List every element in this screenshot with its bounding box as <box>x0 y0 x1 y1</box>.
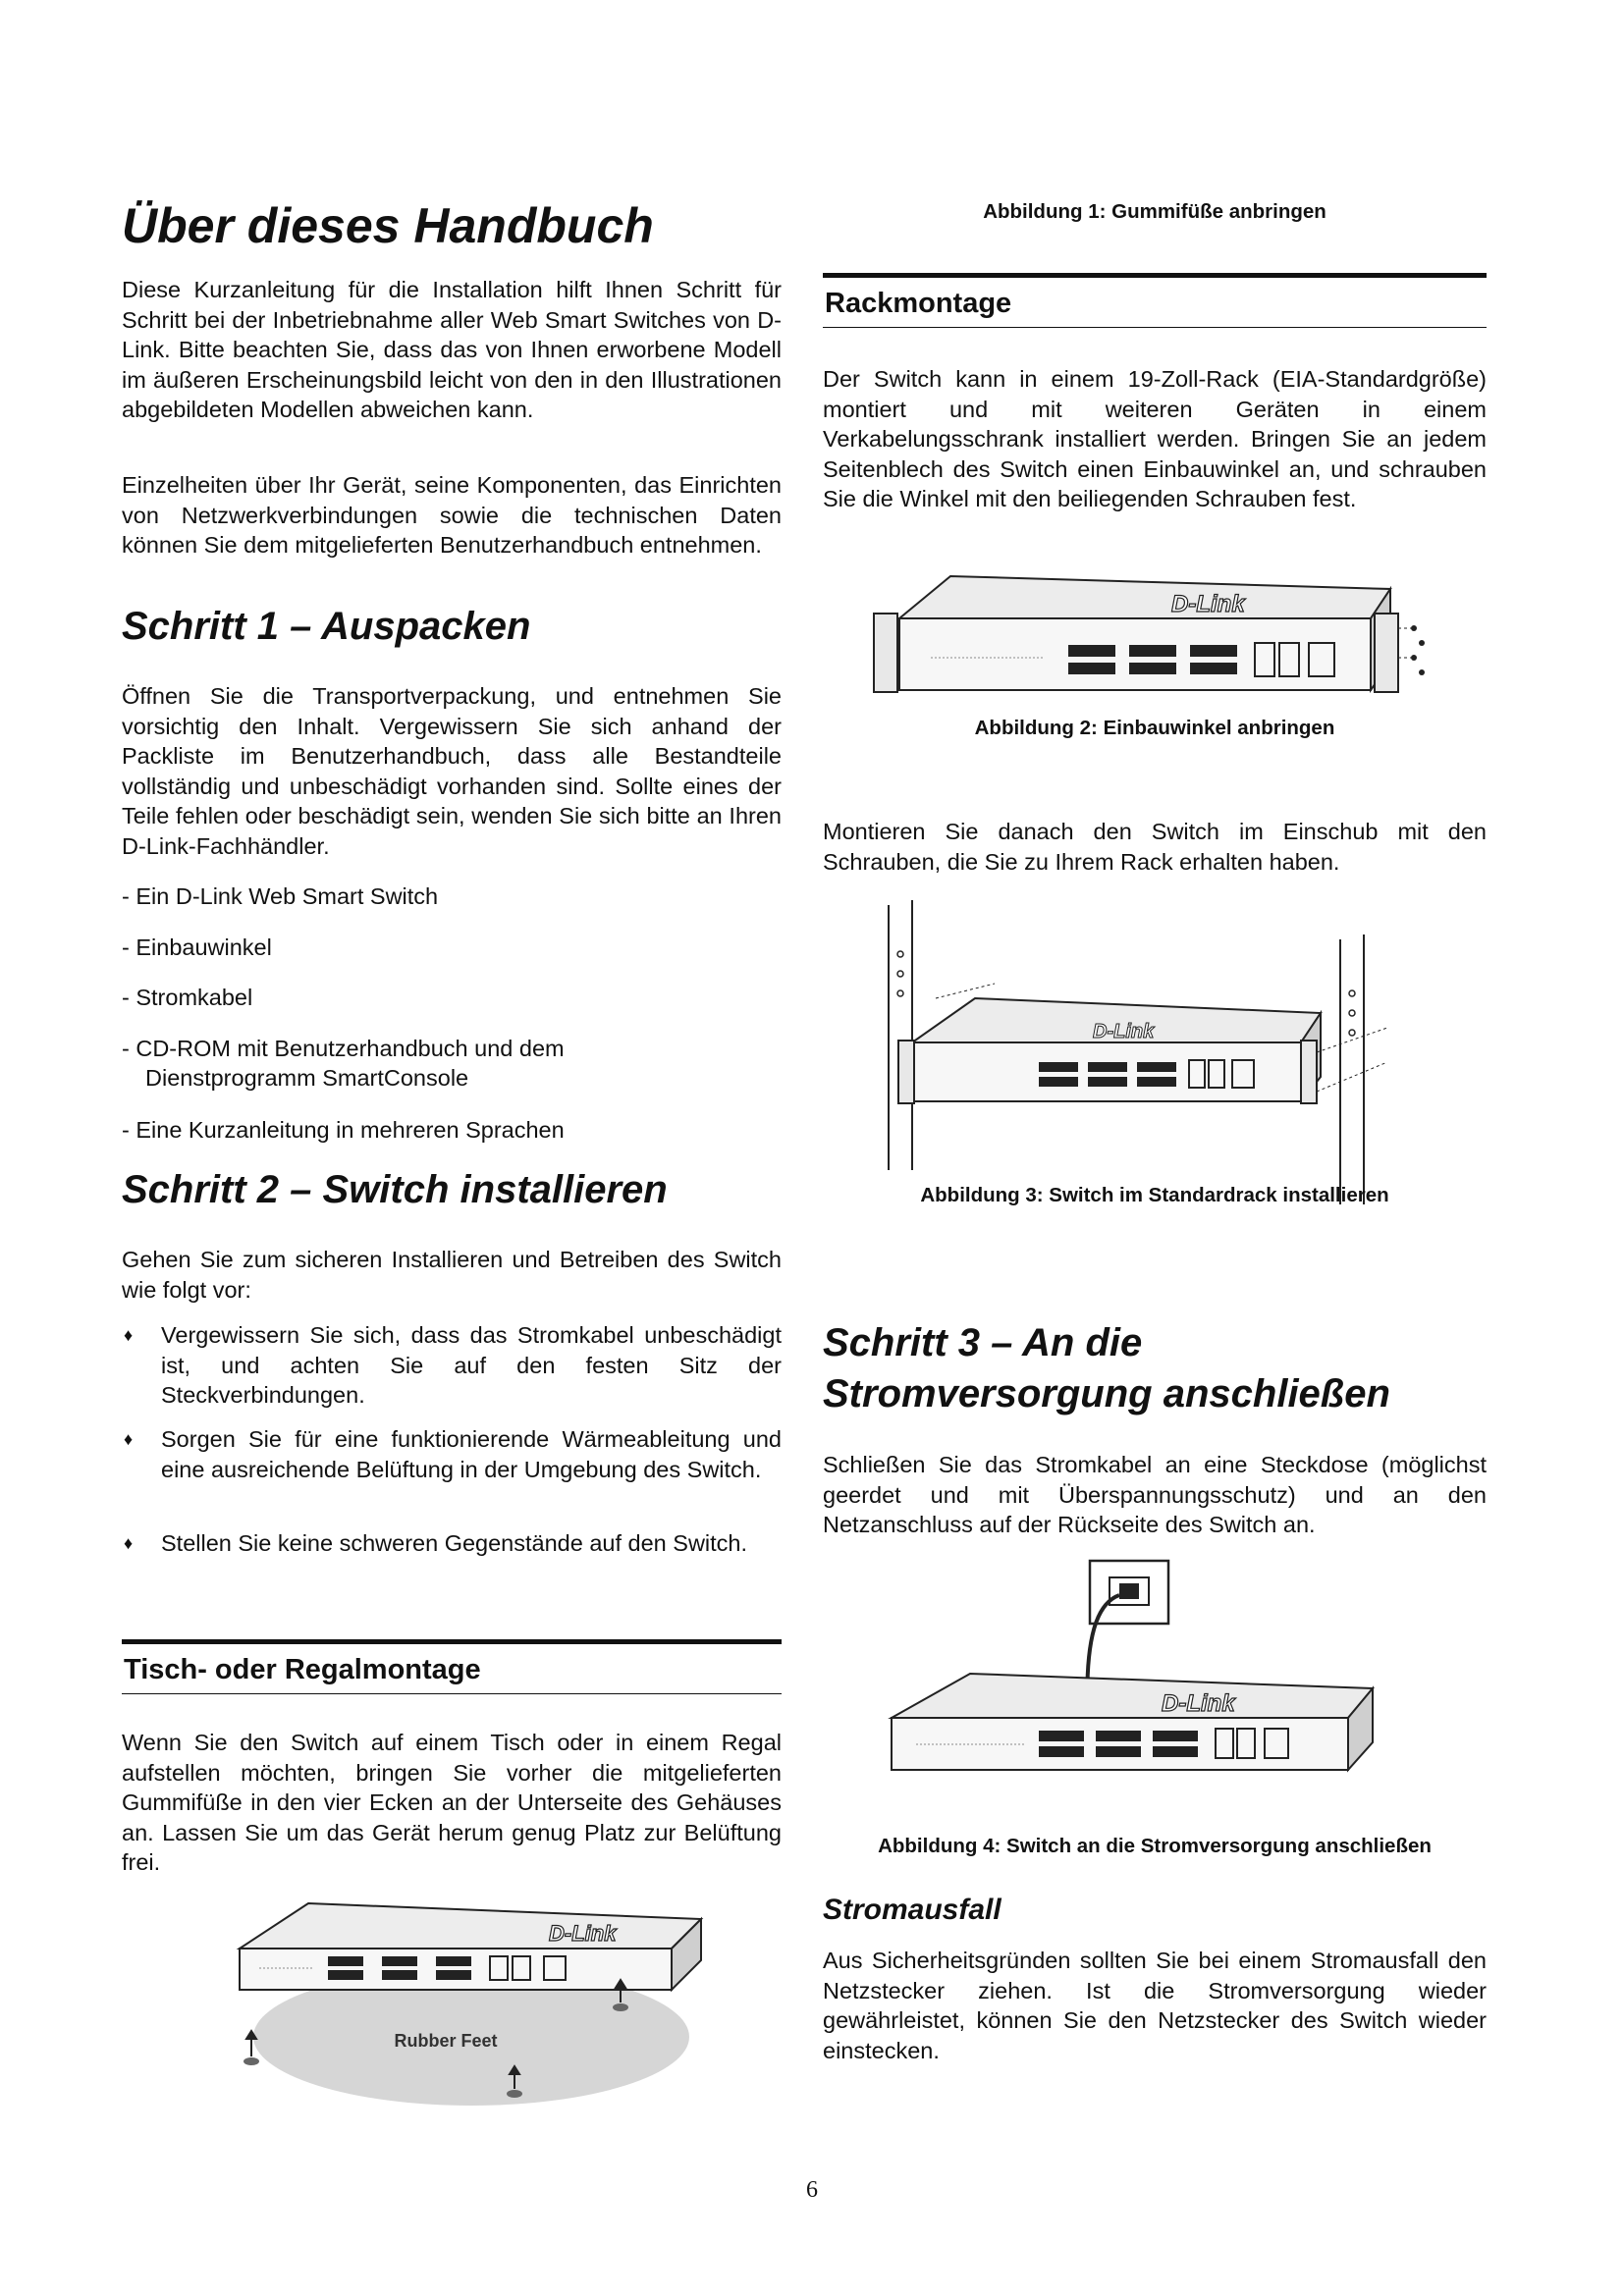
dlink-logo: D-Link <box>549 1921 617 1946</box>
packing-item: - CD-ROM mit Benutzerhandbuch und dem <box>122 1036 565 1061</box>
subheading-tisch: Tisch- oder Regalmontage <box>122 1639 782 1694</box>
rubber-feet-label: Rubber Feet <box>394 2031 498 2051</box>
dlink-logo: D-Link <box>1162 1690 1235 1717</box>
intro-paragraph-2: Einzelheiten über Ihr Gerät, seine Komponenten, das Einrichten von Netzwerkverbindungen sowie die technischen Daten können Sie dem mitgelieferten Benutzerhandbuch entnehmen. <box>122 472 782 558</box>
screws <box>1411 625 1425 675</box>
stromausfall-paragraph: Aus Sicherheitsgründen sollten Sie bei einem Stromausfall den Netzstecker ziehen. Ist die Stromversorgung wieder gewährleistet, können Sie den Netzstecker des Switch wieder einstecken. <box>823 1948 1487 2063</box>
switch-top <box>240 1903 701 1949</box>
fig4-caption: Abbildung 4: Switch an die Stromversorgung anschließen <box>878 1835 1432 1857</box>
bullet-text: Vergewissern Sie sich, dass das Stromkabel unbeschädigt ist, und achten Sie auf den festen Sitz der Steckverbindungen. <box>161 1322 782 1408</box>
bullet-icon: ♦ <box>124 1429 134 1449</box>
figure-power <box>862 1556 1451 1806</box>
bullet-icon: ♦ <box>124 1533 134 1553</box>
switch-top <box>892 1674 1373 1718</box>
mount-paragraph: Montieren Sie danach den Switch im Einschub mit den Schrauben, die Sie zu Ihrem Rack erhalten haben. <box>823 819 1487 875</box>
bracket-left <box>874 614 897 692</box>
figure-brackets <box>872 574 1441 707</box>
dlink-logo: D-Link <box>1093 1021 1155 1042</box>
fig2-caption: Abbildung 2: Einbauwinkel anbringen <box>974 717 1335 739</box>
title-step3-line2: Stromversorgung anschließen <box>823 1372 1390 1415</box>
bracket-left <box>898 1041 914 1103</box>
bullet-text: Sorgen Sie für eine funktionierende Wärmeableitung und eine ausreichende Belüftung in der Umgebung des Switch. <box>161 1426 782 1482</box>
title-handbuch: Über dieses Handbuch <box>122 198 654 253</box>
title-step2: Schritt 2 – Switch installieren <box>122 1168 668 1211</box>
bullet-text: Stellen Sie keine schweren Gegenstände auf den Switch. <box>161 1530 748 1556</box>
dlink-logo: D-Link <box>1171 591 1245 617</box>
page-number: 6 <box>806 2177 818 2203</box>
figure-rack-install <box>877 895 1387 1209</box>
figure-rubber-feet <box>210 1899 721 2110</box>
bullet-item <box>122 1424 782 1484</box>
plug <box>1119 1583 1139 1599</box>
packing-item: - Eine Kurzanleitung in mehreren Sprachen <box>122 1117 565 1143</box>
tisch-paragraph: Wenn Sie den Switch auf einem Tisch oder in einem Regal aufstellen möchten, bringen Sie vorher die mitgelieferten Gummifüße in den vier Ecken an der Unterseite des Gehäuses an. Lassen Sie um das Gerät herum genug Platz zur Belüftung frei. <box>122 1730 782 1875</box>
title-step1: Schritt 1 – Auspacken <box>122 605 531 648</box>
bracket-right <box>1375 614 1398 692</box>
bullet-item <box>122 1320 782 1411</box>
intro-paragraph-1: Diese Kurzanleitung für die Installation hilft Ihnen Schritt für Schritt bei der Inbetriebnahme aller Web Smart Switches von D-Link. Bitte beachten Sie, dass das von Ihnen erworbene Modell im äußeren Erscheinungsbild leicht von den in den Illustrationen abgebildeten Modellen abweichen kann. <box>122 277 782 422</box>
switch-front <box>240 1949 672 1990</box>
fig1-caption: Abbildung 1: Gummifüße anbringen <box>983 200 1326 223</box>
rack-paragraph: Der Switch kann in einem 19-Zoll-Rack (EIA-Standardgröße) montiert und mit weiteren Geräten in einem Verkabelungsschrank installiert werden. Bringen Sie an jedem Seitenblech des Switch einen Einbauwinkel an, und schrauben Sie die Winkel mit den beiliegenden Schrauben fest. <box>823 366 1487 511</box>
bullet-icon: ♦ <box>124 1325 134 1345</box>
step2-paragraph: Gehen Sie zum sicheren Installieren und Betreiben des Switch wie folgt vor: <box>122 1247 782 1303</box>
subheading-rack: Rackmontage <box>823 273 1487 328</box>
packing-item: - Einbauwinkel <box>122 934 272 960</box>
step1-paragraph: Öffnen Sie die Transportverpackung, und entnehmen Sie vorsichtig den Inhalt. Vergewissern Sie sich anhand der Packliste im Benutzerhandbuch, dass alle Bestandteile vollständig und unbeschädigt vorhanden sind. Sollte eines der Teile fehlen oder beschädigt sein, wenden Sie sich bitte an Ihren D-Link-Fachhändler. <box>122 683 782 859</box>
bracket-right <box>1301 1041 1317 1103</box>
title-step3-line1: Schritt 3 – An die <box>823 1321 1143 1364</box>
fig3-caption: Abbildung 3: Switch im Standardrack installieren <box>920 1184 1389 1206</box>
packing-item: Dienstprogramm SmartConsole <box>145 1065 469 1091</box>
switch-top <box>899 576 1390 618</box>
step3-paragraph: Schließen Sie das Stromkabel an eine Steckdose (möglichst geerdet und mit Überspannungsschutz) und an den Netzanschluss auf der Rückseite des Switch an. <box>823 1452 1487 1537</box>
subheading-stromausfall: Stromausfall <box>823 1894 1001 1926</box>
packing-item: - Stromkabel <box>122 985 253 1010</box>
packing-item: - Ein D-Link Web Smart Switch <box>122 883 439 909</box>
bullet-item <box>122 1528 782 1559</box>
